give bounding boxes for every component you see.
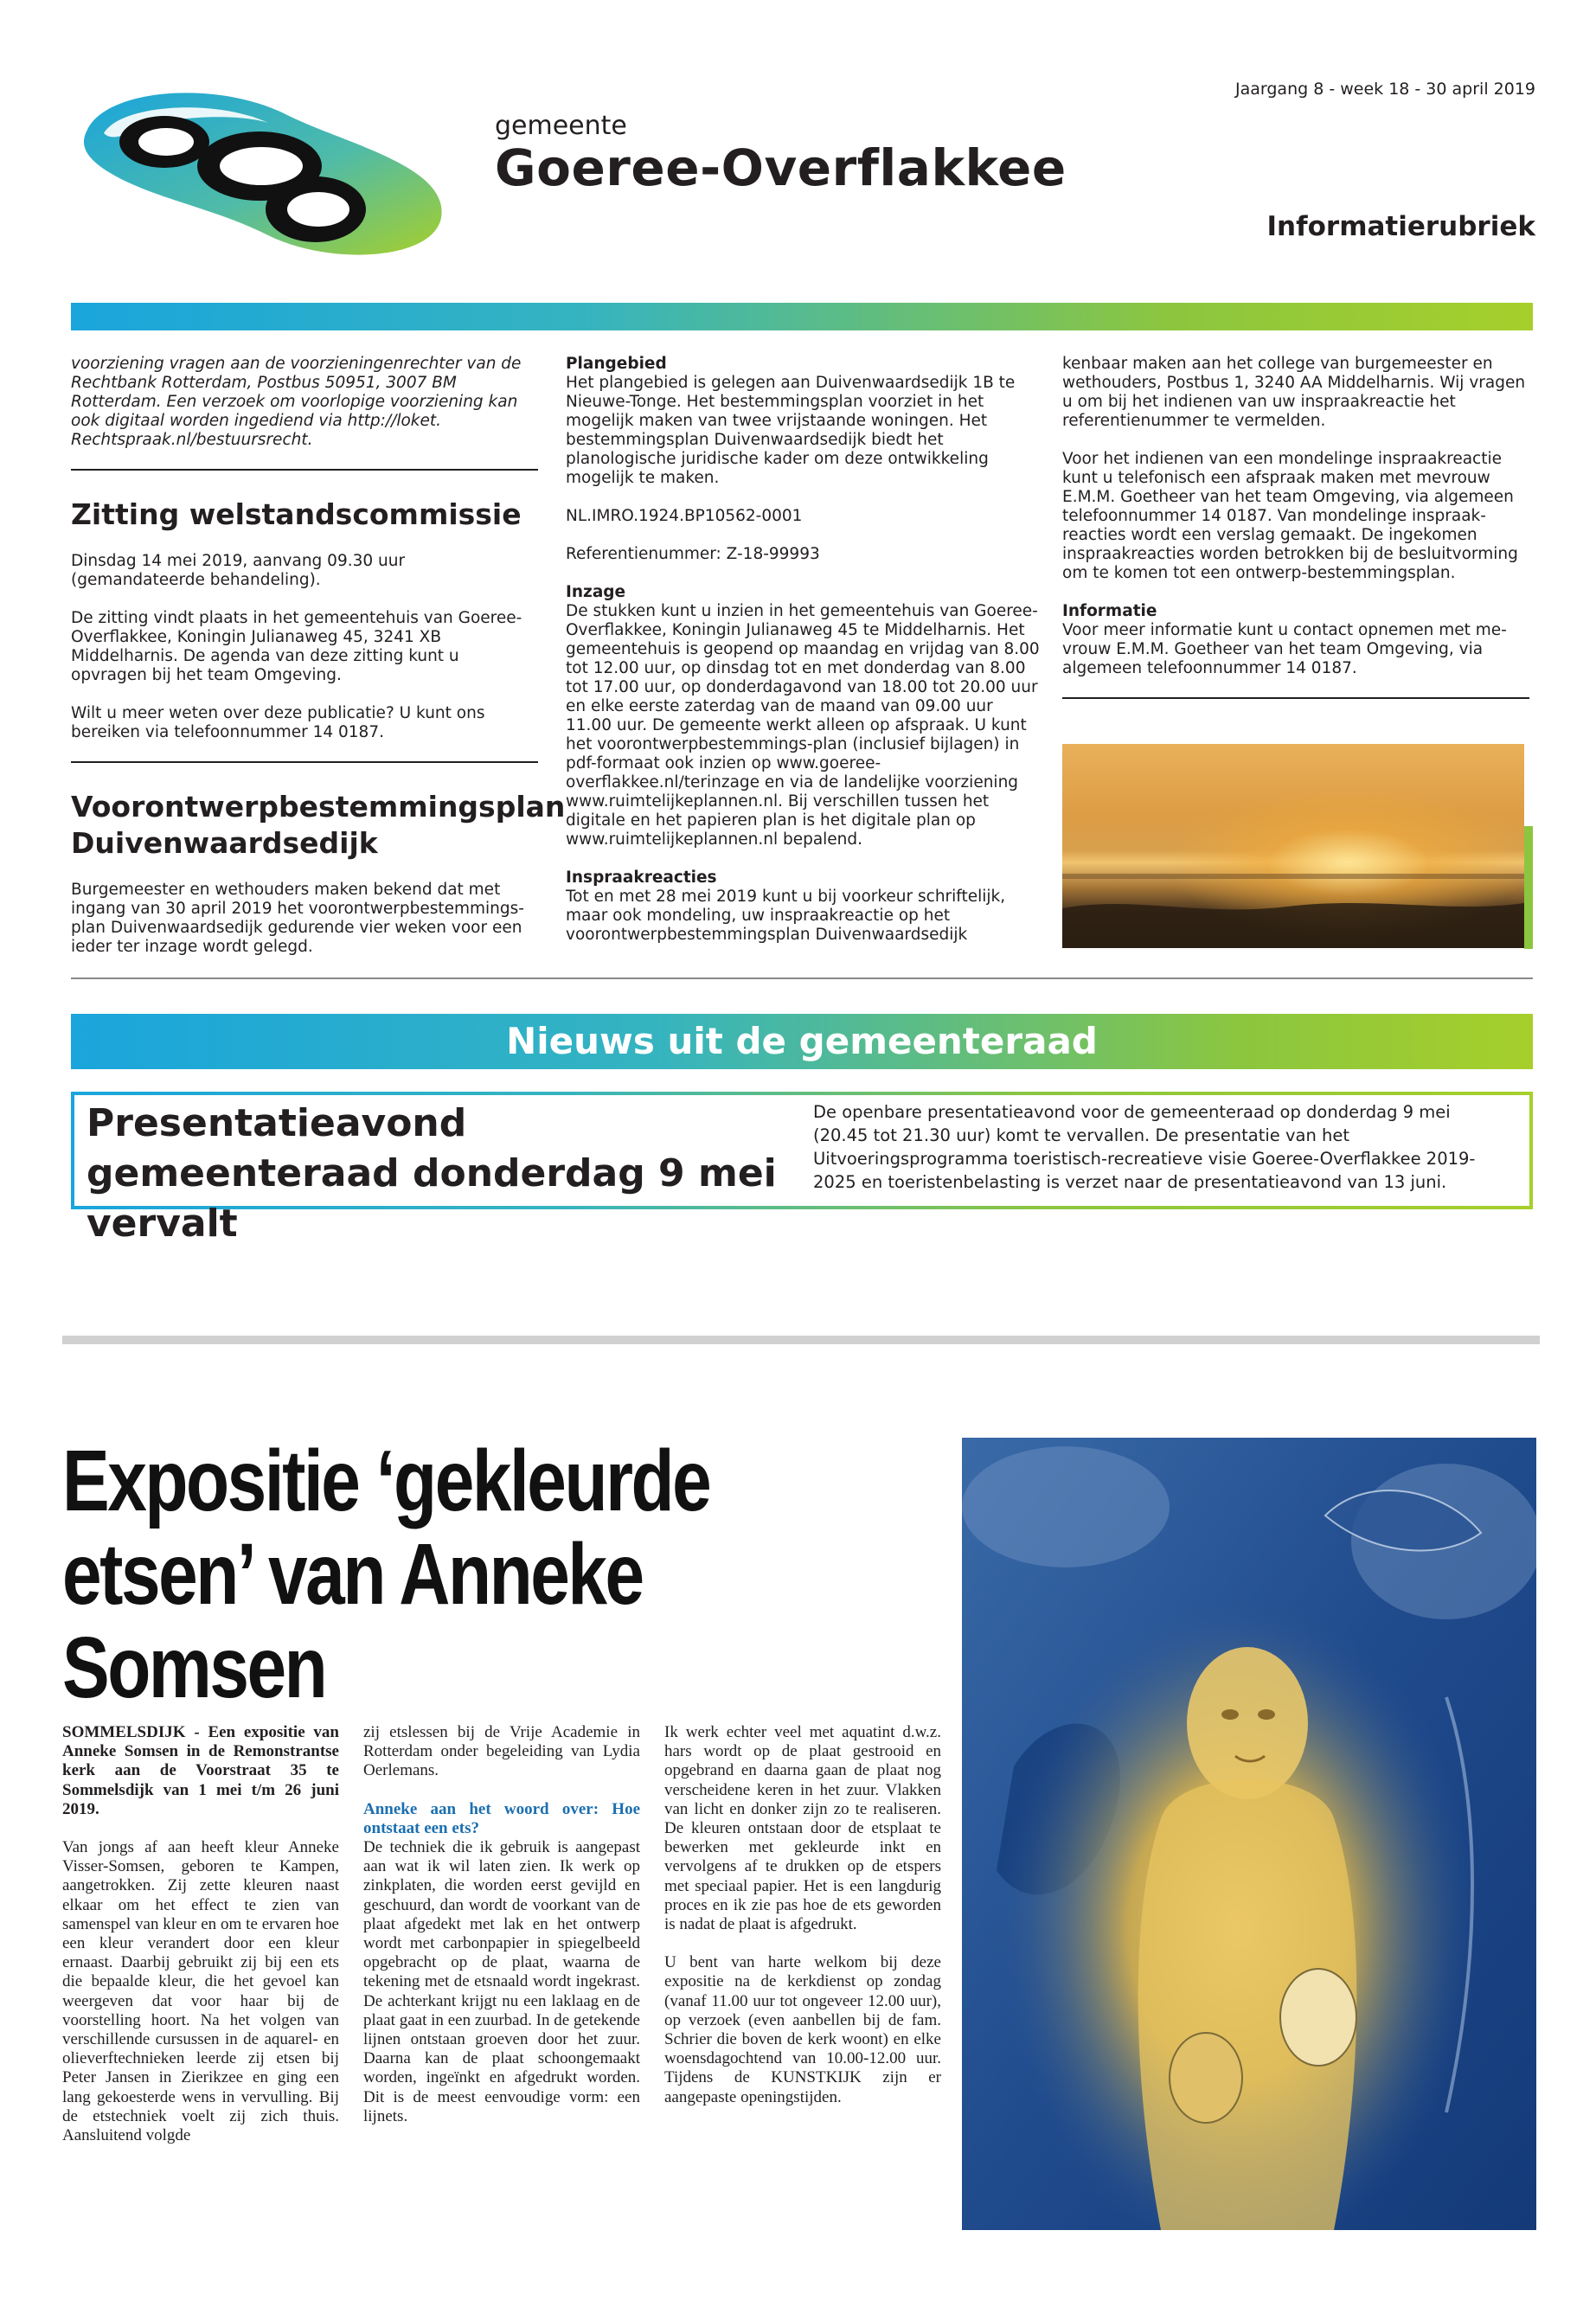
inspraak-label: Inspraakreacties — [566, 868, 717, 887]
mondeling-text: Voor het indienen van een mondelinge inspraakreactie kunt u telefonisch een afspraak maken met mevrouw E.M.M. Goetheer van het team Omgeving, via algemeen telefoonnummer 14 0187. Van mondelinge inspraak-reacties wordt een verslag gemaakt. De ingekomen inspraakreacties worden betrokken bij de besluitvorming om te komen tot een ontwerp-bestemmingsplan. — [1062, 450, 1518, 582]
plan-announcement: Burgemeester en wethouders maken bekend dat met ingang van 30 april 2019 het voorontwerpbestemmings-plan Duivenwaardsedijk gedurende vier weken voor een ieder ter inzage wordt gelegd. — [71, 881, 524, 956]
news-title: Presentatieavond gemeenteraad donderdag 9 mei vervalt — [87, 1101, 777, 1246]
article-paragraph: Ik werk echter veel met aquatint d.w.z. hars wordt op de plaat gestrooid en opgebrand en daarna gaan de plaat nog verscheidene keren in het zuur. Vlakken van licht en donker zijn zo te realiseren. De kleuren ontstaan door de etsplaat te bewerken met gekleurde inkt en vervolgens af te drukken op de etspers met speciaal papier. Het is een langdurig proces en ik zie pas hoe de ets geworden is nadat de plaat is afgedrukt. — [664, 1723, 941, 1934]
article-paragraph: De techniek die ik gebruik is aangepast aan wat ik wil laten zien. Ik werk op zinkplaten, die worden eerst gevijld en geschuurd, dan wordt de voorkant van de plaat afgedekt met lak en het ontwerp wordt met carbonpapier in spiegelbeeld opgebracht op de plaat, waarna de tekening met de etsnaald wordt ingekrast. De achterkant krijgt nu een laklaag en de plaat gaat in een zuurbad. In de getekende lijnen ontstaan groeven door het zuur. Daarna kan de plaat schoongemaakt worden, ingeïnkt en afgedrukt worden. Dit is de meest eenvoudige vorm: een lijnets. — [363, 1838, 640, 2125]
info-label: Informatie — [1062, 602, 1157, 620]
etching-artwork — [962, 1438, 1536, 2230]
gemeente-logo-icon — [69, 80, 450, 261]
column-2 — [566, 355, 1042, 964]
article-subheading: Anneke aan het woord over: Hoe ontstaat een ets? — [363, 1799, 640, 1837]
brand-title: Goeree-Overflakkee — [495, 138, 1067, 197]
imro-code: NL.IMRO.1924.BP10562-0001 — [566, 507, 803, 525]
article-paragraph: Van jongs af aan heeft kleur Anneke Visser-Somsen, geboren te Kampen, aangetrokken. Zij zette kleuren naast elkaar om het effect te zien van samenspel van kleur en om te ervaren hoe een kleur verandert door een kleur ernaast. Daarbij gebruikt zij bij een ets die bepaalde kleur, die het gevoel kan weergeven dat voor haar bij de voorstelling hoort. Na het volgen van verschillende cursussen in de aquarel- en olieverftechnieken leerde zij etsen bij Peter Jansen in Zierikzee en ging een lang gekoesterde wens in vervulling. Bij de etstechniek voelt zij zich thuis. Aansluitend volgde — [62, 1838, 339, 2145]
news-banner: Nieuws uit de gemeenteraad — [71, 1014, 1533, 1069]
plangebied-label: Plangebied — [566, 355, 667, 373]
inzage-text: De stukken kunt u inzien in het gemeentehuis van Goeree-Overflakkee, Koningin Julianaweg 45 te Middelharnis. Het gemeentehuis is geopend op maandag en vrijdag van 8.00 tot 12.00 uur, op dinsdag tot en met donderdag van 8.00 tot 17.00 uur, op donderdagavond van 18.00 tot 20.00 uur en elke eerste zaterdag van de maand van 09.00 uur 11.00 uur. De gemeente werkt alleen op afspraak. U kunt het voorontwerpbestemmings-plan (inclusief bijlagen) in pdf-formaat ook inzien op www.goeree-overflakkee.nl/terinzage en via de landelijke voorziening www.ruimtelijkeplannen.nl. Bij verschillen tussen het digitale en het papieren plan is het digitale plan op www.ruimtelijkeplannen.nl bepalend. — [566, 602, 1040, 849]
intro-text: voorziening vragen aan de voorzieningenrechter van de Rechtbank Rotterdam, Postbus 50951, 3007 BM Rotterdam. Een verzoek om voorlopige voorziening kan ook digitaal worden ingediend via http://loket. Rechtspraak.nl/bestuursrecht. — [71, 355, 522, 449]
welstand-contact: Wilt u meer weten over deze publicatie? U kunt ons bereiken via telefoonnummer 14 0187. — [71, 704, 485, 741]
article-paragraph: U bent van harte welkom bij deze expositie na de kerkdienst op zondag (vanaf 11.00 uur tot ongeveer 12.00 uur), op verzoek (even aanbellen bij de fam. Schrier die boven de kerk woont) en elke woensdagochtend van 10.00-12.00 uur. Tijdens de KUNSTKIJK zijn er aangepaste openingstijden. — [664, 1953, 941, 2106]
article-title: Expositie ‘gekleurde etsen’ van Anneke Somsen — [62, 1433, 710, 1716]
column-1 — [71, 355, 566, 976]
divider — [71, 469, 538, 471]
article-column-2 — [363, 1723, 640, 2145]
section-title: Informatierubriek — [1266, 211, 1535, 242]
page-divider — [62, 1336, 1540, 1344]
section-divider — [71, 977, 1533, 979]
info-text: Voor meer informatie kunt u contact opnemen met me-vrouw E.M.M. Goetheer van het team Omgeving, via algemeen telefoonnummer 14 0187. — [1062, 621, 1507, 677]
article-column-1 — [62, 1723, 339, 2164]
article-lead: SOMMELSDIJK - Een expositie van Anneke Somsen in de Remonstrantse kerk aan de Voorstraat 35 te Sommelsdijk van 1 mei t/m 26 juni 2019. — [62, 1723, 339, 1818]
divider — [71, 761, 538, 763]
news-text: De openbare presentatieavond voor de gemeenteraad op donderdag 9 mei (20.45 tot 21.30 uur) komt te vervallen. De presentatie van het Uitvoeringsprogramma toeristisch-recreatieve visie Goeree-Overflakkee 2019-2025 en toeristenbelasting is verzet naar de presentatieavond van 13 juni. — [813, 1102, 1476, 1192]
header-gradient-bar — [71, 303, 1533, 330]
reference-number: Referentienummer: Z-18-99993 — [566, 545, 820, 563]
brand-small: gemeente — [495, 111, 627, 141]
welstand-title: Zitting welstandscommissie — [71, 497, 522, 531]
inspraak-continued: kenbaar maken aan het college van burgemeester en wethouders, Postbus 1, 3240 AA Middelharnis. Wij vragen u om bij het indienen van uw inspraakreactie het referentienummer te vermelden. — [1062, 355, 1526, 430]
inspraak-text: Tot en met 28 mei 2019 kunt u bij voorkeur schriftelijk, maar ook mondeling, uw inspraakreactie op het voorontwerpbestemmingsplan Duivenwaardsedijk — [566, 888, 1006, 944]
photo-accent-bar — [1524, 826, 1533, 949]
welstand-date: Dinsdag 14 mei 2019, aanvang 09.30 uur (gemandateerde behandeling). — [71, 552, 406, 589]
sunset-photo — [1062, 744, 1524, 948]
column-3 — [1062, 355, 1529, 725]
plangebied-text: Het plangebied is gelegen aan Duivenwaardsedijk 1B te Nieuwe-Tonge. Het bestemmingsplan voorziet in het mogelijk maken van twee vrijstaande woningen. Het bestemmingsplan Duivenwaardsedijk biedt het planologische juridische kader om deze ontwikkeling mogelijk te maken. — [566, 374, 1016, 487]
welstand-location: De zitting vindt plaats in het gemeentehuis van Goeree-Overflakkee, Koningin Julianaweg 45, 3241 XB Middelharnis. De agenda van deze zitting kunt u opvragen bij het team Omgeving. — [71, 609, 522, 684]
issue-line: Jaargang 8 - week 18 - 30 april 2019 — [1235, 80, 1535, 99]
article-column-3 — [664, 1723, 941, 2126]
article-paragraph: zij etslessen bij de Vrije Academie in Rotterdam onder begeleiding van Lydia Oerlemans. — [363, 1723, 640, 1780]
inzage-label: Inzage — [566, 583, 626, 601]
plan-title: Voorontwerpbestemmingsplan Duivenwaardsedijk — [71, 790, 566, 860]
divider — [1062, 697, 1529, 699]
